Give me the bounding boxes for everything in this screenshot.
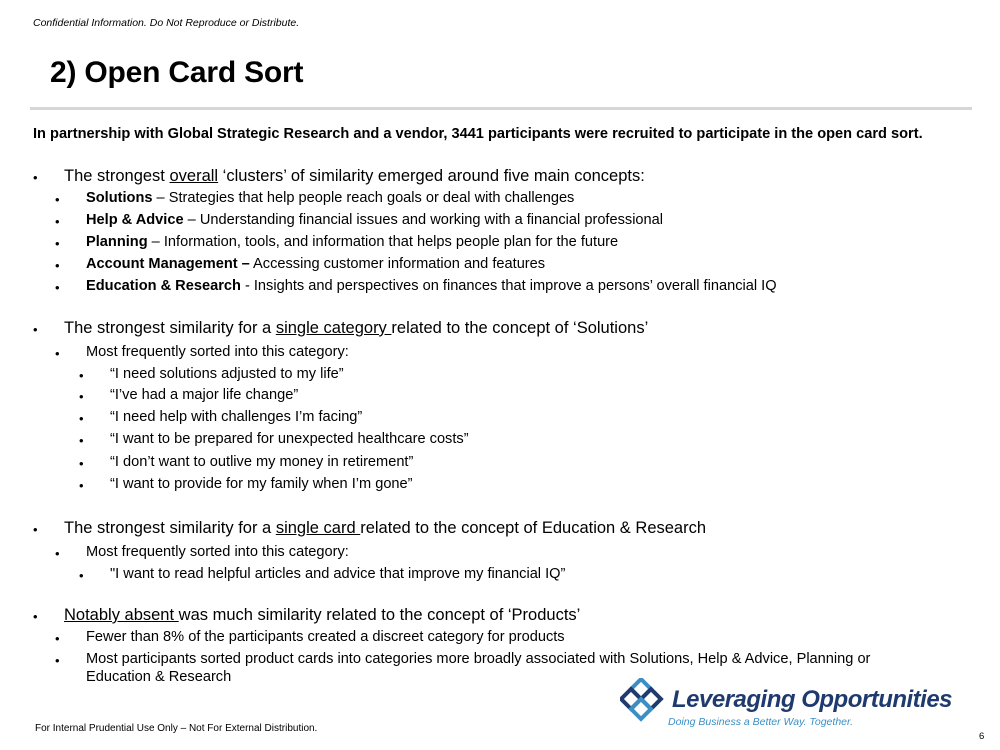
heading-text: ‘clusters’ of similarity emerged around five main concepts: xyxy=(218,167,645,185)
bullet: • xyxy=(33,322,38,337)
bullet: • xyxy=(79,433,84,448)
list-item-continuation: Education & Research xyxy=(86,669,232,685)
quote-item: "I want to read helpful articles and advice that improve my financial IQ” xyxy=(110,566,566,582)
bullet: • xyxy=(79,568,84,583)
bullet: • xyxy=(55,192,60,207)
heading-text: The strongest similarity for a xyxy=(64,319,276,337)
concept-desc: Accessing customer information and features xyxy=(249,256,546,272)
section-heading xyxy=(64,319,648,338)
bullet: • xyxy=(55,546,60,561)
list-item: Most frequently sorted into this category: xyxy=(86,344,349,360)
logo-diamond-icon xyxy=(620,678,672,730)
page-number: 6 xyxy=(979,731,985,742)
confidential-notice: Confidential Information. Do Not Reproduce or Distribute. xyxy=(33,17,300,29)
bullet: • xyxy=(55,653,60,668)
bullet: • xyxy=(55,258,60,273)
list-item xyxy=(86,234,618,250)
concept-desc: - Insights and perspectives on finances that improve a persons’ overall financial IQ xyxy=(240,278,777,294)
bullet: • xyxy=(33,522,38,537)
concept-desc: – Strategies that help people reach goals or deal with challenges xyxy=(152,190,575,206)
quote-item: “I don’t want to outlive my money in retirement” xyxy=(110,454,414,470)
bullet: • xyxy=(79,456,84,471)
bullet: • xyxy=(55,631,60,646)
quote-item: “I want to be prepared for unexpected healthcare costs” xyxy=(110,431,469,447)
heading-text: The strongest similarity for a xyxy=(64,519,276,537)
bullet: • xyxy=(79,389,84,404)
list-item xyxy=(86,278,777,294)
heading-underlined: single category xyxy=(275,319,392,337)
bullet: • xyxy=(55,236,60,251)
heading-underlined: overall xyxy=(169,167,219,185)
bullet: • xyxy=(55,346,60,361)
quote-item: “I need solutions adjusted to my life” xyxy=(110,366,344,382)
concept-term: Account Management – xyxy=(86,256,250,272)
concept-term: Education & Research xyxy=(86,278,241,294)
list-item xyxy=(86,190,574,206)
list-item: Most participants sorted product cards into categories more broadly associated with Solutions, Help & Advice, Planning or xyxy=(86,651,871,667)
list-item xyxy=(86,256,545,272)
intro-text: In partnership with Global Strategic Research and a vendor, 3441 participants were recruited to participate in the open card sort. xyxy=(33,126,923,142)
heading-text: The strongest xyxy=(64,167,170,185)
bullet: • xyxy=(79,411,84,426)
title-divider xyxy=(30,107,972,110)
bullet: • xyxy=(55,280,60,295)
heading-text: was much similarity related to the concept of ‘Products’ xyxy=(178,606,581,624)
bullet: • xyxy=(33,170,38,185)
concept-term: Help & Advice xyxy=(86,212,184,228)
section-heading xyxy=(64,519,706,538)
bullet: • xyxy=(55,214,60,229)
logo-tagline: Doing Business a Better Way. Together. xyxy=(668,716,854,728)
page-title: 2) Open Card Sort xyxy=(50,56,304,89)
quote-item: “I’ve had a major life change” xyxy=(110,387,299,403)
bullet: • xyxy=(79,478,84,493)
list-item: Most frequently sorted into this category: xyxy=(86,544,349,560)
logo-name: Leveraging Opportunities xyxy=(672,686,953,713)
concept-term: Planning xyxy=(86,234,148,250)
bullet: • xyxy=(33,609,38,624)
bullet: • xyxy=(79,368,84,383)
list-item: Fewer than 8% of the participants created a discreet category for products xyxy=(86,629,565,645)
list-item xyxy=(86,212,663,228)
concept-term: Solutions xyxy=(86,190,153,206)
footer-disclaimer: For Internal Prudential Use Only – Not For External Distribution. xyxy=(35,723,318,734)
heading-text: related to the concept of Education & Research xyxy=(360,519,707,537)
section-heading xyxy=(64,606,580,625)
concept-desc: – Understanding financial issues and working with a financial professional xyxy=(183,212,664,228)
section-heading xyxy=(64,167,645,186)
heading-underlined: Notably absent xyxy=(64,606,179,624)
company-logo xyxy=(620,678,953,733)
quote-item: “I need help with challenges I’m facing” xyxy=(110,409,363,425)
concept-desc: – Information, tools, and information that helps people plan for the future xyxy=(147,234,619,250)
heading-underlined: single card xyxy=(275,519,361,537)
heading-text: related to the concept of ‘Solutions’ xyxy=(391,319,649,337)
quote-item: “I want to provide for my family when I’m gone” xyxy=(110,476,413,492)
